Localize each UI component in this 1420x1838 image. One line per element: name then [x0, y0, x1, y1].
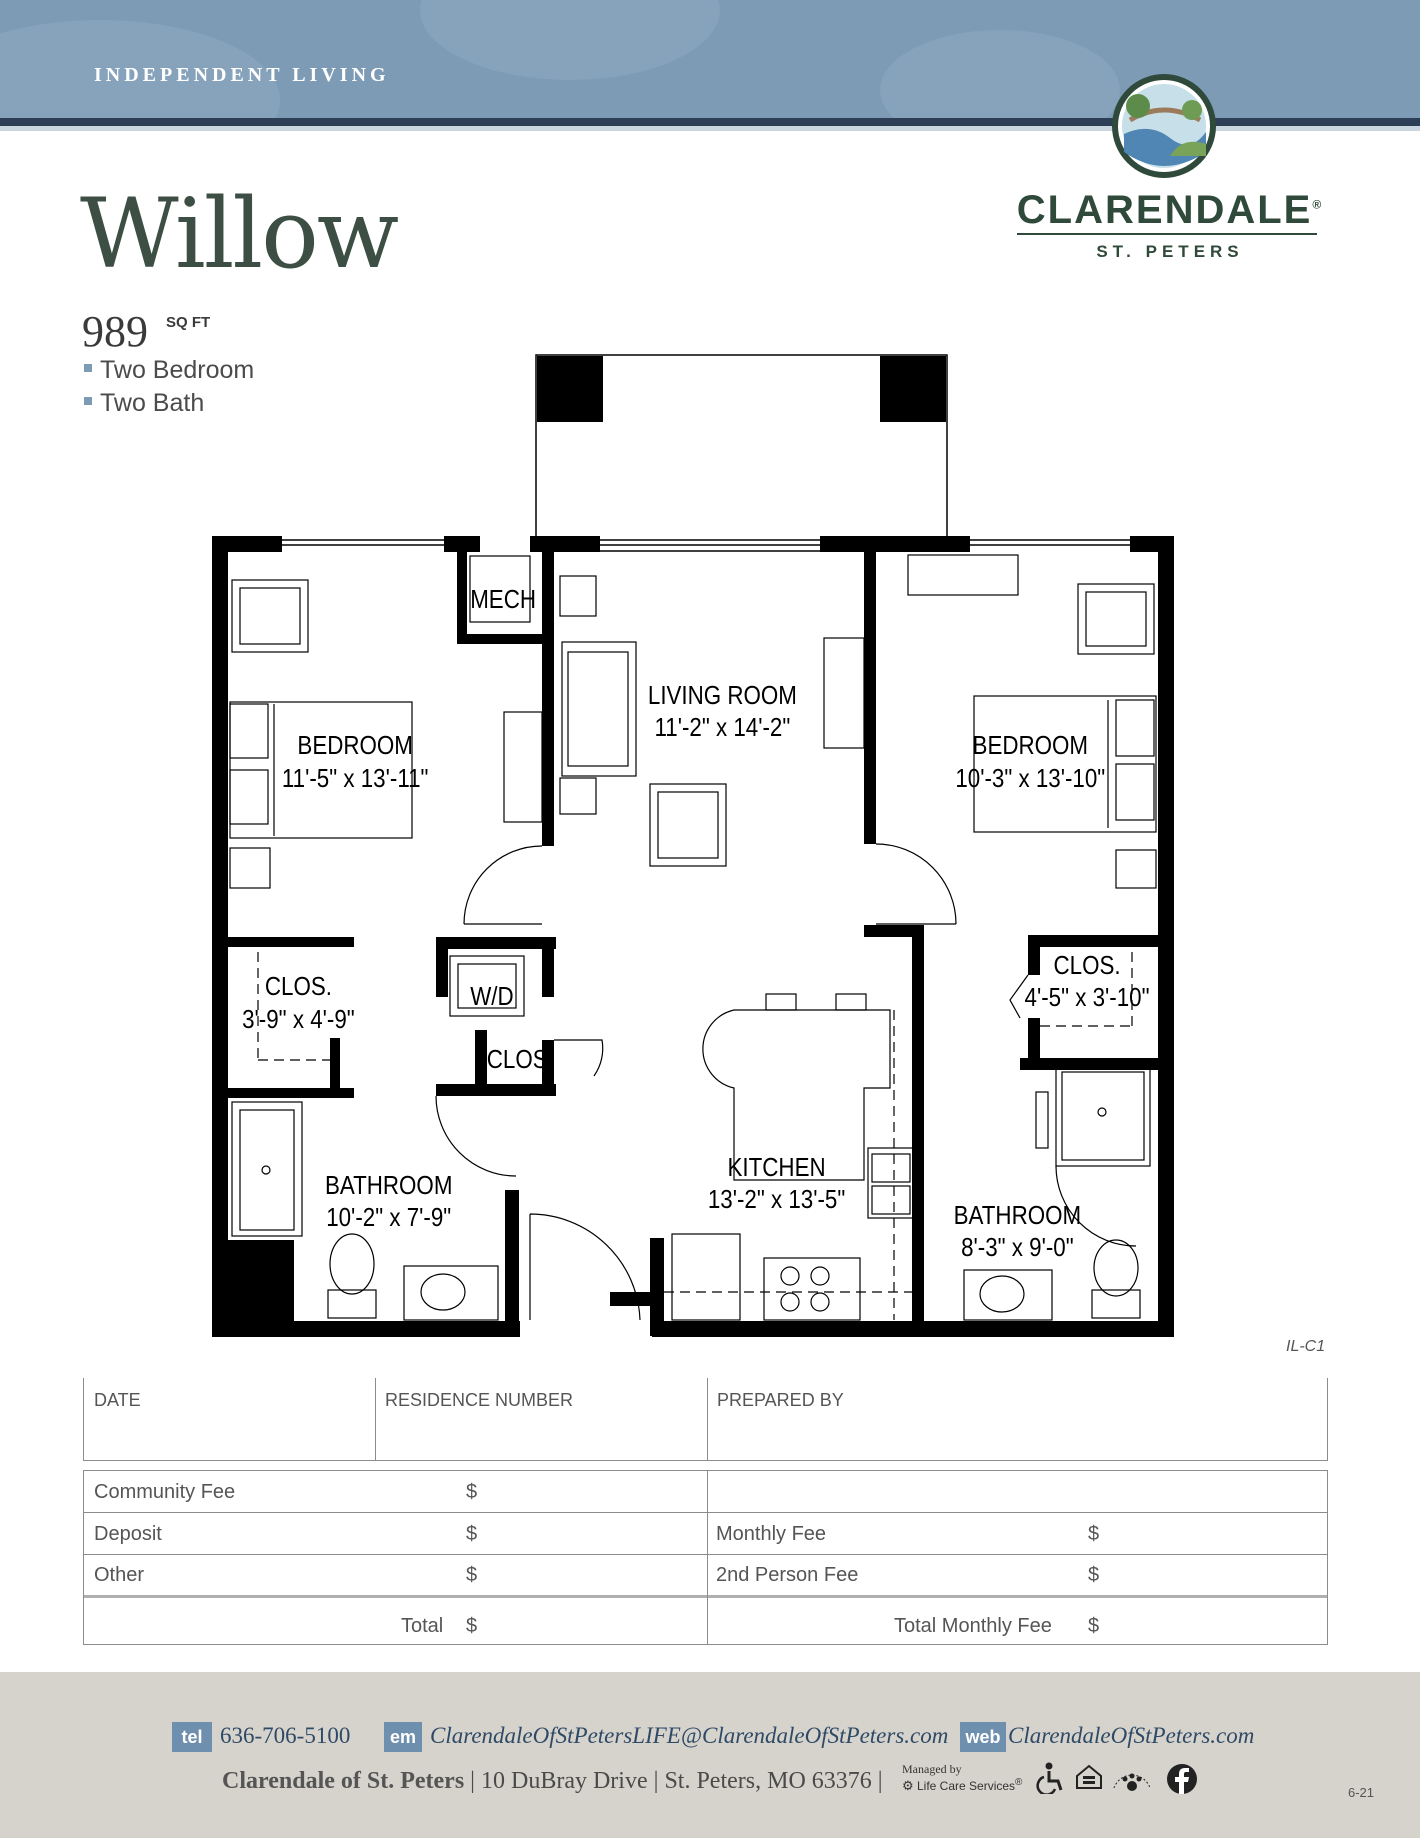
form-label-total-monthly-fee: Total Monthly Fee	[894, 1615, 1052, 1637]
room-dims-bedroom1: 11'-5" x 13'-11"	[281, 764, 429, 794]
room-label-closet1: CLOS.	[264, 972, 332, 1002]
form-currency: $	[466, 1523, 478, 1545]
plan-sqft-unit: SQ FT	[166, 314, 211, 331]
room-label-living: LIVING ROOM	[647, 681, 797, 711]
header-texture	[420, 0, 720, 80]
form-rule	[707, 1470, 708, 1645]
form-currency: $	[1088, 1615, 1100, 1637]
email-label: em	[384, 1722, 422, 1752]
plan-code: IL-C1	[1286, 1338, 1326, 1355]
form-rule	[1327, 1378, 1328, 1461]
room-dims-bath1: 10'-2" x 7'-9"	[326, 1203, 452, 1233]
form-rule	[1327, 1470, 1328, 1645]
tel-label: tel	[172, 1722, 212, 1752]
form-label-residence-number: RESIDENCE NUMBER	[385, 1390, 574, 1410]
footer	[0, 1672, 1420, 1838]
room-label-bath2: BATHROOM	[953, 1201, 1082, 1231]
form-rule	[83, 1554, 1328, 1555]
web-label: web	[960, 1722, 1006, 1752]
plan-name: Willow	[80, 178, 398, 290]
email-link[interactable]: ClarendaleOfStPetersLIFE@ClarendaleOfStPeters.com	[430, 1723, 949, 1748]
form-label-date: DATE	[94, 1390, 141, 1410]
form-rule	[83, 1512, 1328, 1513]
room-dims-closet1: 3'-9" x 4'-9"	[242, 1005, 355, 1035]
revision-code: 6-21	[1348, 1785, 1375, 1800]
logo-location: ST. PETERS	[1096, 242, 1244, 261]
room-label-closet2: CLOS.	[1053, 951, 1121, 981]
room-dims-bedroom2: 10'-3" x 13'-10"	[955, 764, 1106, 794]
phone-link[interactable]: 636-706-5100	[220, 1723, 351, 1748]
form-rule	[375, 1378, 376, 1461]
form-label-total: Total	[401, 1615, 444, 1637]
form-label-second-person-fee: 2nd Person Fee	[716, 1564, 859, 1586]
plan-feature: Two Bath	[84, 389, 204, 418]
room-label-wd: W/D	[470, 982, 514, 1012]
room-label-closet3: CLOS.	[486, 1045, 554, 1075]
form-label-community-fee: Community Fee	[94, 1481, 236, 1503]
room-label-kitchen: KITCHEN	[727, 1153, 826, 1183]
floor-plan	[0, 340, 1420, 1340]
clarendale-emblem-icon	[1110, 72, 1218, 180]
equal-housing-icon	[1074, 1762, 1104, 1794]
room-dims-living: 11'-2" x 14'-2"	[654, 713, 791, 743]
form-rule	[83, 1470, 1328, 1471]
form-label-other: Other	[94, 1564, 145, 1586]
address-line: Clarendale of St. Peters | 10 DuBray Drive | St. Peters, MO 63376 |	[222, 1768, 883, 1794]
room-label-mech: MECH	[470, 585, 537, 615]
section-label: INDEPENDENT LIVING	[94, 64, 390, 86]
form-currency: $	[466, 1481, 478, 1503]
facebook-icon[interactable]	[1166, 1763, 1198, 1795]
pricing-form	[83, 1378, 1328, 1646]
room-label-bath1: BATHROOM	[324, 1171, 453, 1201]
form-rule	[83, 1595, 1328, 1598]
room-dims-bath2: 8'-3" x 9'-0"	[961, 1233, 1074, 1263]
form-currency: $	[1088, 1523, 1100, 1545]
managed-by: Managed by ⚙ Life Care Services®	[902, 1762, 1023, 1793]
form-currency: $	[1088, 1564, 1100, 1586]
plan-sqft: 989	[82, 307, 148, 356]
accessibility-icon	[1036, 1762, 1066, 1794]
form-label-prepared-by: PREPARED BY	[717, 1390, 844, 1410]
form-label-monthly-fee: Monthly Fee	[716, 1523, 827, 1545]
form-rule	[83, 1460, 1328, 1461]
form-rule	[707, 1378, 708, 1461]
form-rule	[83, 1470, 84, 1645]
room-dims-closet2: 4'-5" x 3'-10"	[1024, 983, 1150, 1013]
plan-feature: Two Bedroom	[84, 356, 254, 385]
room-label-bedroom2: BEDROOM	[972, 731, 1089, 761]
room-label-bedroom1: BEDROOM	[297, 731, 413, 761]
pet-friendly-icon	[1108, 1758, 1156, 1802]
website-link[interactable]: ClarendaleOfStPeters.com	[1008, 1723, 1255, 1748]
logo-rule	[1017, 233, 1317, 235]
form-currency: $	[466, 1615, 478, 1637]
header-texture	[880, 30, 1120, 118]
room-dims-kitchen: 13'-2" x 13'-5"	[707, 1185, 846, 1215]
form-rule	[83, 1378, 84, 1461]
form-rule	[83, 1644, 1328, 1645]
logo-name: CLARENDALE®	[1016, 188, 1324, 232]
form-label-deposit: Deposit	[94, 1523, 162, 1545]
life-care-services-icon: ⚙	[902, 1778, 914, 1793]
form-currency: $	[466, 1564, 478, 1586]
